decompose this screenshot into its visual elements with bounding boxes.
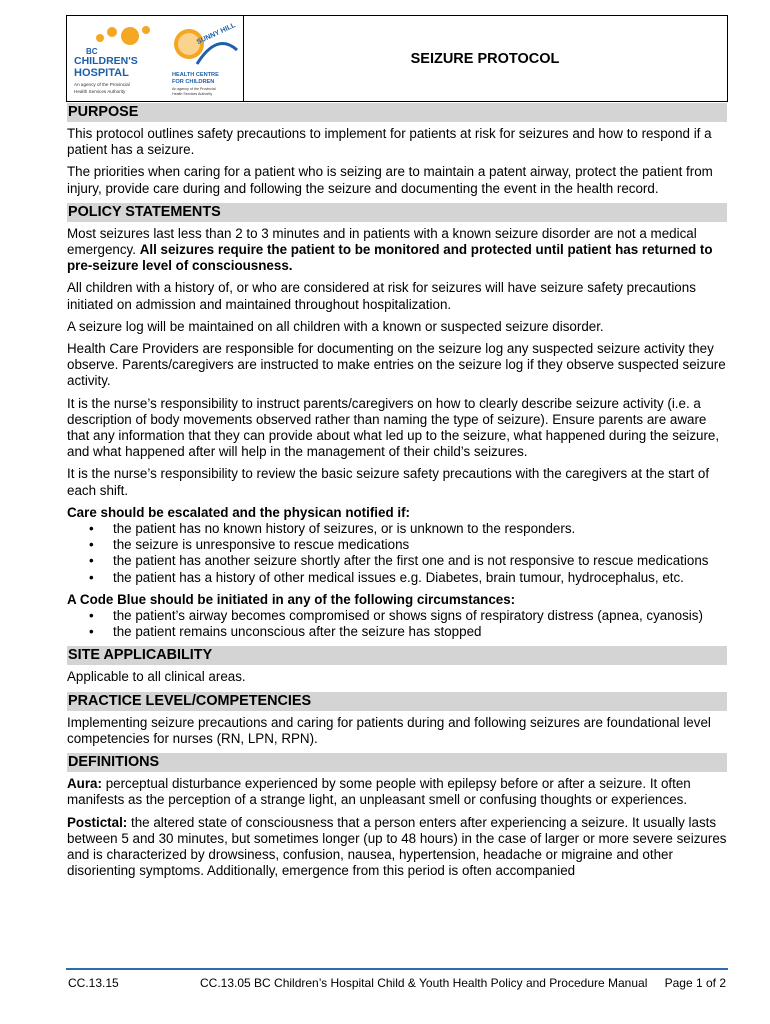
policy-p1-bold: All seizures require the patient to be monitored and protected until patient has returned to pre-seizure level of consciousness. [67,242,713,274]
policy-paragraph-6: It is the nurse’s responsibility to review the basic seizure safety precautions with the caregivers at the start of each shift. [67,466,710,498]
logo-sh-name: SUNNY HILL [195,21,237,47]
policy-paragraph-1 [67,226,727,275]
list-item: • the patient has another seizure shortly after the first one and is not responsive to rescue medications [67,553,727,569]
section-heading-definitions: DEFINITIONS [67,753,727,772]
logo-sh-tag2: Health Services Authority [172,92,213,96]
definition-term: Postictal: [67,814,128,830]
page-title: SEIZURE PROTOCOL [410,50,560,67]
footer-page-number: Page 1 of 2 [664,976,726,990]
bc-childrens-hospital-logo [72,22,167,98]
definition-text: perceptual disturbance experienced by some people with epilepsy before or after a seizure. It often manifests as the perception of a strange light, an unpleasant smell or confusing thoughts or experiences. [67,776,691,808]
list-item: • the patient remains unconscious after the seizure has stopped [67,624,727,640]
document-header [66,15,728,102]
page-footer [66,968,728,990]
section-heading-site: SITE APPLICABILITY [67,646,727,665]
logo-cell [67,16,244,101]
logo-bc-tag2: Health Services Authority [74,89,126,94]
policy-paragraph-5: It is the nurse’s responsibility to instruct parents/caregivers on how to clearly describe seizure activity (i.e. a description of body movements observed rather than naming the type of seizure). Ensure parents are aware that any information that they can provide about what led up to the seizure, what happened during the seizure, and what happened after will help in the management of their child’s seizures. [67,395,720,460]
policy-paragraph-2: All children with a history of, or who are considered at risk for seizures will have seizure safety precautions initiated on admission and maintained throughout hospitalization. [67,280,696,312]
escalate-list [67,521,727,586]
definition-aura [67,776,727,808]
logo-bc-line1: BC [86,47,98,56]
purpose-paragraph-2: The priorities when caring for a patient who is seizing are to maintain a patent airway, protect the patient from injury, provide care during and following the seizure and documenting the event in the health record. [67,164,713,196]
purpose-paragraph-1: This protocol outlines safety precautions to implement for patients at risk for seizures and how to respond if a patient has a seizure. [67,126,712,158]
practice-paragraph: Implementing seizure precautions and caring for patients during and following seizures are foundational level competencies for nurses (RN, LPN, RPN). [67,714,711,746]
section-heading-policy: POLICY STATEMENTS [67,203,727,222]
document-body [67,103,727,885]
logo-sh-line2: FOR CHILDREN [172,79,215,85]
policy-paragraph-3: A seizure log will be maintained on all children with a known or suspected seizure disorder. [67,318,604,334]
definition-term: Aura: [67,776,102,792]
escalate-heading: Care should be escalated and the physican notified if: [67,504,411,520]
code-blue-heading: A Code Blue should be initiated in any of the following circumstances: [67,591,516,607]
list-item: • the patient has no known history of seizures, or is unknown to the responders. [67,521,727,537]
logo-sh-tag1: An agency of the Provincial [172,87,216,91]
logo-bc-line2: CHILDREN'S [74,55,138,67]
list-item: • the seizure is unresponsive to rescue medications [67,537,727,553]
section-heading-practice: PRACTICE LEVEL/COMPETENCIES [67,692,727,711]
section-heading-purpose: PURPOSE [67,103,727,122]
code-blue-list [67,608,727,640]
definition-text: the altered state of consciousness that a person enters after experiencing a seizure. It usually lasts between 5 and 30 minutes, but sometimes longer (up to 48 hours) in the case of larger or more severe seizures and is characterized by drowsiness, confusion, nausea, hypertension, headache or migraine and other disorienting symptoms. Additionally, emergence from this period is often accompanied [67,814,727,879]
footer-code: CC.13.15 [68,976,119,990]
definition-postictal [67,815,727,880]
site-paragraph: Applicable to all clinical areas. [67,669,246,685]
logo-bc-tag1: An agency of the Provincial [74,82,130,87]
list-item: • the patient has a history of other medical issues e.g. Diabetes, brain tumour, hydrocephalus, etc. [67,570,727,586]
sunny-hill-logo [167,20,239,98]
footer-manual: CC.13.05 BC Children’s Hospital Child & Youth Health Policy and Procedure Manual [200,976,648,990]
logo-sh-line1: HEALTH CENTRE [172,72,219,78]
list-item: • the patient’s airway becomes compromised or shows signs of respiratory distress (apnea, cyanosis) [67,608,727,624]
policy-paragraph-4: Health Care Providers are responsible for documenting on the seizure log any suspected seizure activity they observe. Parents/caregivers are instructed to make entries on the seizure log if they observe suspected seizure activity. [67,341,726,389]
policy-p1-normal: Most seizures last less than 2 to 3 minutes and in patients with a known seizure disorder are not a medical emergency. [67,225,697,258]
logo-bc-line3: HOSPITAL [74,67,129,79]
